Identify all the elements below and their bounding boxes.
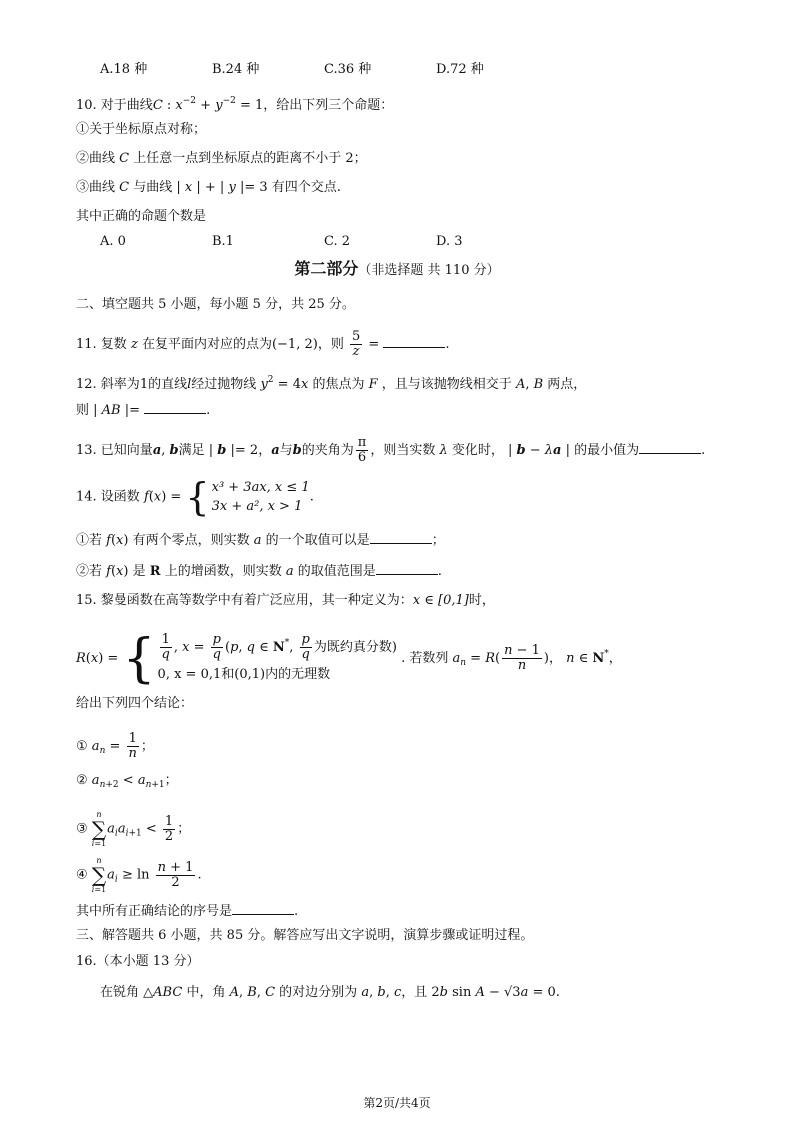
q9-options <box>100 61 660 79</box>
fill-in-heading: 二、填空题共 5 小题，每小题 5 分，共 25 分。 <box>76 297 355 312</box>
q9-option-d: D.72 种 <box>436 62 484 77</box>
solve-heading: 三、解答题共 6 小题，共 85 分。解答应写出文字说明，演算步骤或证明过程。 <box>76 928 534 943</box>
q10-option-c: C. 2 <box>324 234 351 249</box>
q12-line-2: 则 | AB |= . <box>76 400 210 420</box>
q15-stem: 15. 黎曼函数在高等数学中有着广泛应用，其一种定义为：x ∈ [0,1]时， <box>76 593 495 608</box>
q15-answer-blank[interactable] <box>232 901 294 915</box>
q16-title: 16.（本小题 13 分） <box>76 954 200 969</box>
q15-intro: 给出下列四个结论： <box>76 696 194 711</box>
q10-proposition-2: ②曲线 C 上任意一点到坐标原点的距离不小于 2； <box>76 151 367 166</box>
q12-answer-blank[interactable] <box>144 400 206 414</box>
q14-part-1: ①若 f(x) 有两个零点，则实数 a 的一个取值可以是 ； <box>76 530 445 550</box>
q14-answer-blank-1[interactable] <box>370 530 432 544</box>
page-footer: 第2页/共4页 <box>363 1096 431 1110</box>
q15-conclusion-4: ④ n ∑ i=1 $a_i \ge \ln$ $\frac{n + 1}{2}$ . <box>76 856 202 894</box>
q13-answer-blank[interactable] <box>639 440 701 454</box>
q11-answer-blank[interactable] <box>383 334 445 348</box>
q15-conclusion-2: ② $a_{n+2} < a_{n+1}$； <box>76 773 178 790</box>
q14-stem: 14. 设函数 f(x) = { x³ + 3ax, x ≤ 1 3x + a², x > 1 . <box>76 475 314 519</box>
q10-option-b: B.1 <box>212 234 234 249</box>
q10-question: 其中正确的命题个数是 <box>76 209 207 224</box>
q10-stem: 10. 对于曲线C : $x^{-2} + y^{-2} = 1$，给出下列三个命题： <box>76 96 394 113</box>
q9-option-c: C.36 种 <box>324 62 372 77</box>
q14-part-2: ②若 f(x) 是 R 上的增函数，则实数 a 的取值范围是 . <box>76 561 442 581</box>
q9-option-b: B.24 种 <box>212 62 260 77</box>
q10-option-d: D. 3 <box>436 234 463 249</box>
q16-stem: 在锐角 △ABC 中，角 A, B, C 的对边分别为 a, b, c，且 2b sin A − √3a = 0. <box>100 985 560 1000</box>
part2-title: 第二部分（非选择题 共 110 分） <box>294 259 500 278</box>
q10-option-a: A. 0 <box>100 234 126 249</box>
q15-conclusion-3: ③ n ∑ i=1 $a_ia_{i+1}$ < $\frac{1}{2}$ ； <box>76 810 191 848</box>
q10-proposition-1: ①关于坐标原点对称； <box>76 122 207 137</box>
q12-line-1: 12. 斜率为1的直线l经过抛物线 $y^2 = 4x$ 的焦点为 F ，且与该抛物线相交于 A, B 两点， <box>76 375 587 392</box>
q10-options <box>100 233 660 251</box>
q10-proposition-3: ③曲线 C 与曲线 | x | + | y |= 3 有四个交点. <box>76 180 341 195</box>
q15-definition: R(x) = { $\frac{1}{q}$ , x = $\frac{p}{q}$ (p, q ∈ N*, $\frac{p}{q}$ 为既约真分数) 0, x = 0,1和(0,1)内的无理数 . 若数列 $a_n = R$( $\frac{n - 1}{n}$ )， n ∈ N*， <box>76 628 622 689</box>
q15-conclusion-1: ① $a_n$ = $\frac{1}{n}$ ； <box>76 731 154 761</box>
q13: 13. 已知向量a, b满足 | b |= 2，a与b的夹角为 $\frac{\pi}{6}$ ，则当实数 λ 变化时， | b − λa | 的最小值为 . <box>76 435 706 465</box>
q9-option-a: A.18 种 <box>100 62 148 77</box>
q14-answer-blank-2[interactable] <box>376 561 438 575</box>
q15-question: 其中所有正确结论的序号是 . <box>76 901 298 921</box>
q11: 11. 复数 z 在复平面内对应的点为(−1, 2)，则 $\frac{5}{z}$ = . <box>76 329 450 359</box>
